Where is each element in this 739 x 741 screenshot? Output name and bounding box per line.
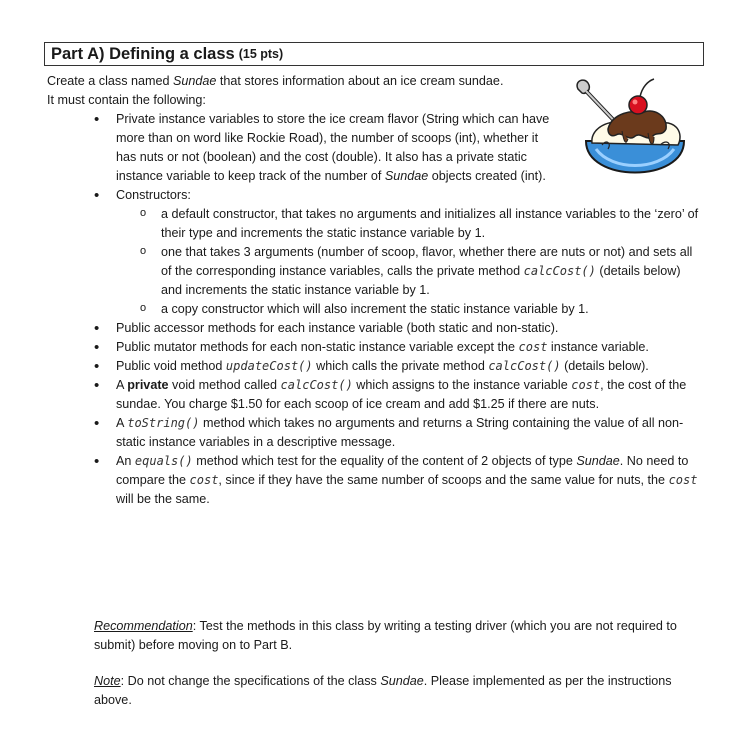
requirement-line: It must contain the following:	[47, 93, 206, 107]
intro-paragraph: Create a class named Sundae that stores information about an ice cream sundae.	[47, 74, 504, 88]
section-title: Part A) Defining a class	[51, 44, 235, 63]
recommendation-paragraph: Recommendation: Test the methods in this class by writing a testing driver (which you are not required to submit) before moving on to Part B.	[94, 619, 677, 652]
list-item: • A toString() method which takes no arguments and returns a String containing the value of all non-static instance variables in a descriptive message.	[94, 414, 704, 452]
list-item: • Public mutator methods for each non-static instance variable except the cost instance variable.	[94, 338, 704, 357]
list-item: • Private instance variables to store the ice cream flavor (String which can have more than on word like Rockie Road), the number of scoops (int), whether it has nuts or not (boolean) and the cost (double). It also has a private static instance variable to keep track of the number of Sundae objects created (int).	[94, 110, 556, 186]
list-item: • Constructors: o a default constructor, that takes no arguments and initializes all instance variables to the ‘zero’ of their type and increments the static instance variable by 1. o one that takes 3 arguments (number of scoop, flavor, whether there are nuts or not) and sets all of the corresponding instance variables, calls the private method calcCost() (details below) and increments the static instance variable by 1. o a copy constructor which will also increment the static instance variable by 1.	[94, 186, 704, 319]
list-item: o a copy constructor which will also increment the static instance variable by 1.	[116, 300, 704, 319]
list-item: • A private void method called calcCost() which assigns to the instance variable cost, the cost of the sundae. You charge $1.50 for each scoop of ice cream and add $1.25 if there are nuts.	[94, 376, 704, 414]
list-item: • Public accessor methods for each instance variable (both static and non-static).	[94, 319, 704, 338]
section-points: (15 pts)	[238, 47, 284, 61]
requirements-list	[94, 110, 704, 509]
constructors-list	[116, 205, 704, 319]
list-item: • Public void method updateCost() which calls the private method calcCost() (details below).	[94, 357, 704, 376]
list-item: o one that takes 3 arguments (number of scoop, flavor, whether there are nuts or not) and sets all of the corresponding instance variables, calls the private method calcCost() (details below) and increments the static instance variable by 1.	[116, 243, 704, 300]
note-paragraph: Note: Do not change the specifications of the class Sundae. Please implemented as per the instructions above.	[94, 674, 672, 707]
section-header	[44, 42, 704, 66]
list-item: o a default constructor, that takes no arguments and initializes all instance variables to the ‘zero’ of their type and increments the static instance variable by 1.	[116, 205, 704, 243]
list-item: • An equals() method which test for the equality of the content of 2 objects of type Sundae. No need to compare the cost, since if they have the same number of scoops and the same value for nuts, the cost will be the same.	[94, 452, 704, 509]
